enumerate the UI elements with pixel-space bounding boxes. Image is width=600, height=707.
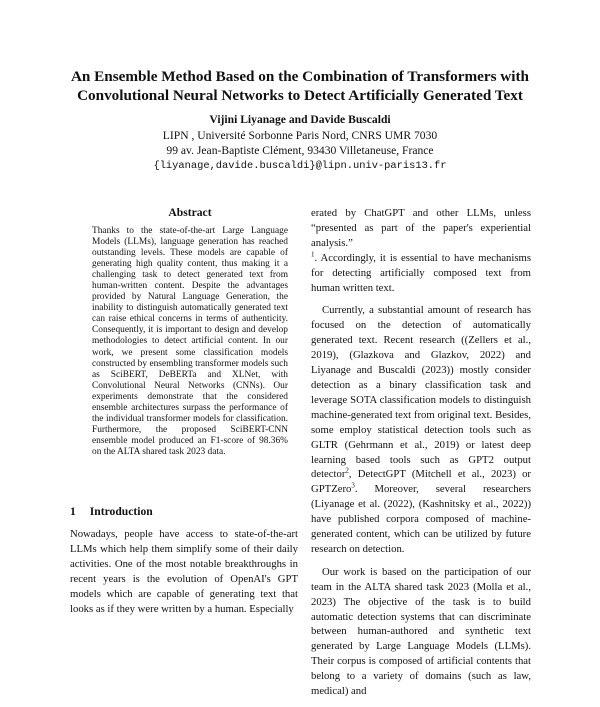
author-block (60, 112, 540, 174)
paper-title (40, 67, 560, 105)
title-line-2: Convolutional Neural Networks to Detect Artificially Generated Text (77, 87, 523, 104)
section-number: 1 (70, 505, 76, 518)
author-names: Vijini Liyanage and Davide Buscaldi (209, 113, 391, 126)
introduction-paragraph: Nowadays, people have access to state-of-the-art LLMs which help them simplify some of their daily activities. One of the most notable breakthroughs in recent years is the evolution of OpenAI's GPT models which are capable of generating text that looks as if they were written by a human. Especially (70, 528, 298, 615)
right-paragraph-1: erated by ChatGPT and other LLMs, unless “presented as part of the paper's experiential analysis.” $^1$. Accordingly, it is essential to have mechanisms for detecting artificially composed text from human written text. (311, 207, 531, 294)
affiliation-line-1: LIPN , Université Sorbonne Paris Nord, CNRS UMR 7030 (162, 128, 438, 142)
abstract-body: Thanks to the state-of-the-art Large Language Models (LLMs), language generation has reached outstanding levels. These models are capable of generating high quality content, thus making it a challenging task to detect generated text from human-written content. Despite the advantages provided by Natural Language Generation, the inability to distinguish automatically generated text can raise ethical concerns in terms of authenticity. Consequently, it is important to design and develop methodologies to detect artificial content. In our work, we present some classification models constructed by ensembling transformer models such as SciBERT, DeBERTa and XLNet, with Convolutional Neural Networks (CNNs). Our experiments demonstrate that the considered ensemble architectures surpass the performance of the individual transformer models for classification. Furthermore, the proposed SciBERT-CNN ensemble model produced an F1-score of 98.36% on the ALTA shared task 2023 data. (92, 226, 288, 457)
title-line-1: An Ensemble Method Based on the Combination of Transformers with (70, 68, 530, 85)
footnote-marker: 1 (311, 250, 315, 259)
right-paragraph-3: Our work is based on the participation of our team in the ALTA shared task 2023 (Molla et al., 2023) The objective of the task is to build automatic detection systems that can discriminate between human-authored and synthetic text generated by Large Language Models (LLMs). Their corpus is composed of artificial contents that belong to a variety of domains (such as law, medical) and (311, 565, 531, 698)
section-title: Introduction (89, 505, 153, 518)
right-paragraph-2: Currently, a substantial amount of research has focused on the detection of automatically generated text. Recent research ((Zellers et al., 2019), (Glazkova and Glazkov, 2022) and Liyanage and Buscaldi (2023)) mostly consider detection as a binary classification task and leverage SOTA classification models to distinguish machine-generated text from original text. Besides, some employ statistical detection tools such as GLTR (Gehrmann et al., 2019) or latest deep learning based tools such as GPT2 output detector$^2$, DetectGPT (Mitchell et al., 2023) or GPTZero$^3$. Moreover, several researchers (Liyanage et al. (2022), (Kashnitsky et al., 2022)) have published corpora composed of machine-generated content, which can be utilized by future research on detection. (311, 304, 531, 555)
right-column (311, 206, 531, 707)
affiliation-line-2: 99 av. Jean-Baptiste Clément, 93430 Villetaneuse, France (166, 144, 434, 157)
section-heading-introduction (70, 505, 153, 518)
footnote-marker: 3 (351, 481, 355, 490)
abstract-heading: Abstract (168, 206, 212, 219)
author-email: {liyanage,davide.buscaldi}@lipn.univ-paris13.fr (153, 159, 447, 172)
footnote-marker: 2 (345, 466, 349, 475)
